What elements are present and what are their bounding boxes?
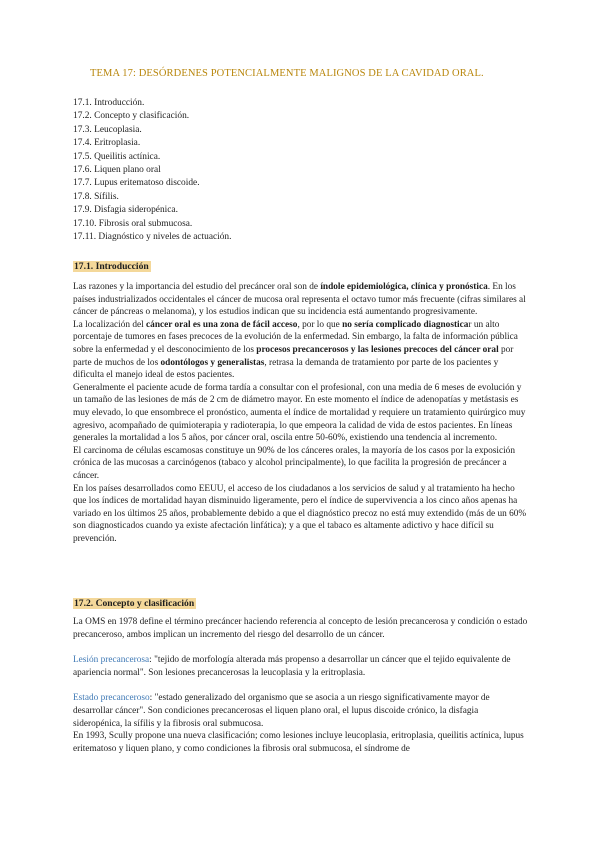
- paragraph: Las razones y la importancia del estudio del precáncer oral son de índole epidemiológica, clínica y pronóstica. En los países industrializados occidentales el cáncer de mucosa oral representa el octavo tumor más frecuente (cifras similares al cáncer de páncreas o melanoma), y los estudios indican que su incidencia está aumentando progresivamente.: [73, 282, 526, 318]
- paragraph: El carcinoma de células escamosas constituye un 90% de los cánceres orales, la mayoría de los casos por la exposición crónica de las mucosas a carcinógenos (tabaco y alcohol principalmente), lo que facilita la progresión de precáncer a cáncer.: [73, 445, 515, 481]
- section-heading-text: 17.2. Concepto y clasificación: [74, 598, 195, 609]
- paragraph: En los países desarrollados como EEUU, el acceso de los ciudadanos a los servicios de salud y al tratamiento ha hecho que los índices de mortalidad hayan disminuido ligeramente, pero el índice de supervivencia a los cinco años apenas ha variado en los últimos 25 años, probablemente debido a que el diagnóstico precoz no está muy extendido (más de un 60% son diagnosticados cuando ya existe afectación linfática); y a que el tabaco es altamente adictivo y hace difícil su prevención.: [73, 483, 527, 544]
- paragraph: La localización del cáncer oral es una zona de fácil acceso, por lo que no sería complicado diagnosticar un alto porcentaje de tumores en fases precoces de la evolución de la enfermedad. Sin embargo, la falta de información pública sobre la enfermedad y el desconocimiento de los procesos precancerosos y las lesiones precoces del cáncer oral por parte de muchos de los odontólogos y generalistas, retrasa la demanda de tratamiento por parte de los pacientes y dificulta el manejo ideal de estos pacientes.: [73, 319, 518, 381]
- toc-item: 17.1. Introducción.: [73, 98, 145, 108]
- section-heading-introduccion: [73, 261, 151, 273]
- paragraph: En 1993, Scully propone una nueva clasificación; como lesiones incluye leucoplasia, eritroplasia, queilitis actínica, lupus eritematoso y liquen plano, y como condiciones la fibrosis oral submucosa, el síndrome de: [73, 731, 524, 754]
- section-introduccion-body: [73, 281, 528, 545]
- term-label: Estado precanceroso: [73, 693, 150, 704]
- emphasis: cáncer oral es una zona de fácil acceso: [146, 319, 298, 330]
- toc-item: 17.10. Fibrosis oral submucosa.: [73, 218, 193, 229]
- toc-item: 17.7. Lupus eritematoso discoide.: [73, 178, 200, 189]
- section-concepto-body: [73, 616, 528, 755]
- toc-item: 17.4. Eritroplasia.: [73, 138, 141, 149]
- term-label: Lesión precancerosa: [73, 655, 150, 666]
- section-heading-concepto: [73, 598, 196, 610]
- paragraph: La OMS en 1978 define el término precáncer haciendo referencia al concepto de lesión precancerosa y condición o estado precanceroso, ambos implican un incremento del riesgo del desarrollo de un cáncer.: [73, 617, 528, 640]
- emphasis: no sería complicado diagnostica: [342, 319, 469, 330]
- emphasis: procesos precancerosos y las lesiones precoces del cáncer oral: [256, 344, 499, 355]
- table-of-contents: [73, 97, 533, 244]
- emphasis: odontólogos y generalistas: [160, 357, 265, 368]
- toc-item: 17.3. Leucoplasia.: [73, 124, 142, 135]
- toc-item: 17.9. Disfagia sideropénica.: [73, 205, 178, 216]
- toc-item: 17.5. Queilitis actínica.: [73, 151, 161, 162]
- definition-estado: Estado precanceroso: "estado generalizado del organismo que se asocia a un riesgo significativamente mayor de desarrollar cáncer". Son condiciones precancerosas el liquen plano oral, el lupus discoide crónico, la disfagia sideropénica, la sífilis y la fibrosis oral submucosa.: [73, 693, 490, 729]
- definition-lesion: Lesión precancerosa: "tejido de morfología alterada más propenso a desarrollar un cáncer que el tejido equivalente de apariencia normal". Son lesiones precancerosas la leucoplasia y la eritroplasia.: [73, 655, 511, 678]
- document-title: TEMA 17: DESÓRDENES POTENCIALMENTE MALIGNOS DE LA CAVIDAD ORAL.: [90, 68, 484, 79]
- toc-item: 17.6. Liquen plano oral: [73, 165, 161, 176]
- toc-item: 17.2. Concepto y clasificación.: [73, 111, 190, 122]
- toc-item: 17.11. Diagnóstico y niveles de actuación.: [73, 232, 232, 243]
- emphasis: índole epidemiológica, clínica y pronóstica: [320, 282, 488, 292]
- paragraph: Generalmente el paciente acude de forma tardía a consultar con el profesional, con una media de 6 meses de evolución y un tamaño de las lesiones de más de 2 cm de diámetro mayor. En este momento el índice de adenopatías y metástasis es muy elevado, lo que ensombrece el pronóstico, aumenta el índice de mortalidad y requiere un tratamiento quirúrgico muy agresivo, acompañado de quimioterapia y radioterapia, lo que empeora la calidad de vida de estos pacientes. En líneas generales la mortalidad a los 5 años, por cáncer oral, oscila entre 50-60%, existiendo una tendencia al incremento.: [73, 382, 526, 444]
- toc-item: 17.8. Sífilis.: [73, 191, 119, 202]
- section-heading-text: 17.1. Introducción: [74, 261, 149, 272]
